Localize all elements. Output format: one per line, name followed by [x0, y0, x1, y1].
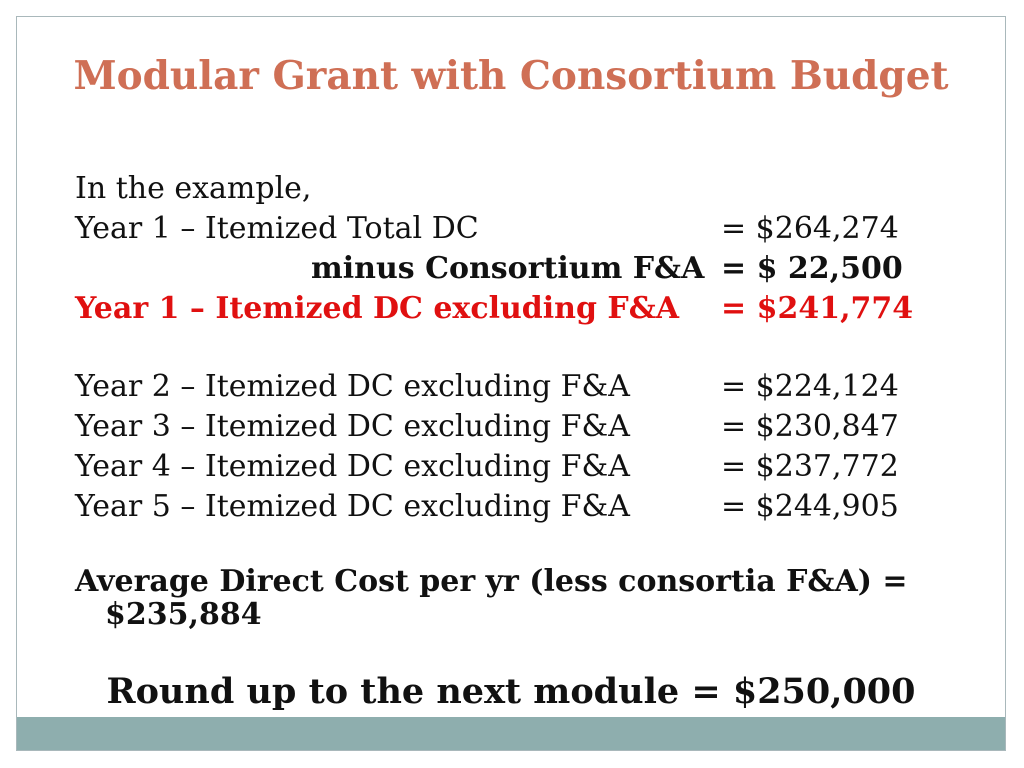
row-amount: = $224,124	[721, 369, 899, 404]
average-line-1: Average Direct Cost per yr (less consortia F&A) =	[75, 564, 908, 599]
spacer	[75, 527, 908, 565]
row-label: Year 5 – Itemized DC excluding F&A	[75, 489, 630, 524]
spacer	[75, 329, 908, 367]
slide-title: Modular Grant with Consortium Budget	[73, 53, 949, 99]
budget-row-year1-total	[75, 209, 908, 249]
row-amount: = $ 22,500	[721, 251, 903, 286]
row-label: Year 2 – Itemized DC excluding F&A	[75, 369, 630, 404]
row-amount: = $264,274	[721, 211, 899, 246]
round-up-statement: Round up to the next module = $250,000	[106, 671, 916, 712]
average-line-2: $235,884	[105, 597, 262, 632]
budget-row-year1-excluding	[75, 289, 914, 329]
budget-row-year3	[75, 407, 908, 447]
row-label: Year 1 – Itemized Total DC	[75, 211, 479, 246]
row-label: minus Consortium F&A	[311, 251, 705, 286]
average-cost-statement	[75, 565, 908, 631]
row-amount: = $244,905	[721, 489, 899, 524]
slide	[16, 16, 1006, 751]
row-amount: = $241,774	[721, 291, 914, 326]
row-label: Year 4 – Itemized DC excluding F&A	[75, 449, 630, 484]
budget-row-year4	[75, 447, 908, 487]
row-label: Year 1 – Itemized DC excluding F&A	[75, 291, 680, 326]
budget-row-year2	[75, 367, 908, 407]
intro-line	[75, 169, 908, 209]
slide-body	[75, 169, 914, 632]
intro-text: In the example,	[75, 171, 312, 206]
budget-row-year5	[75, 487, 908, 527]
row-label: Year 3 – Itemized DC excluding F&A	[75, 409, 630, 444]
row-amount: = $237,772	[721, 449, 899, 484]
footer-band	[17, 717, 1005, 750]
row-amount: = $230,847	[721, 409, 899, 444]
budget-row-consortium-fa	[75, 249, 908, 289]
